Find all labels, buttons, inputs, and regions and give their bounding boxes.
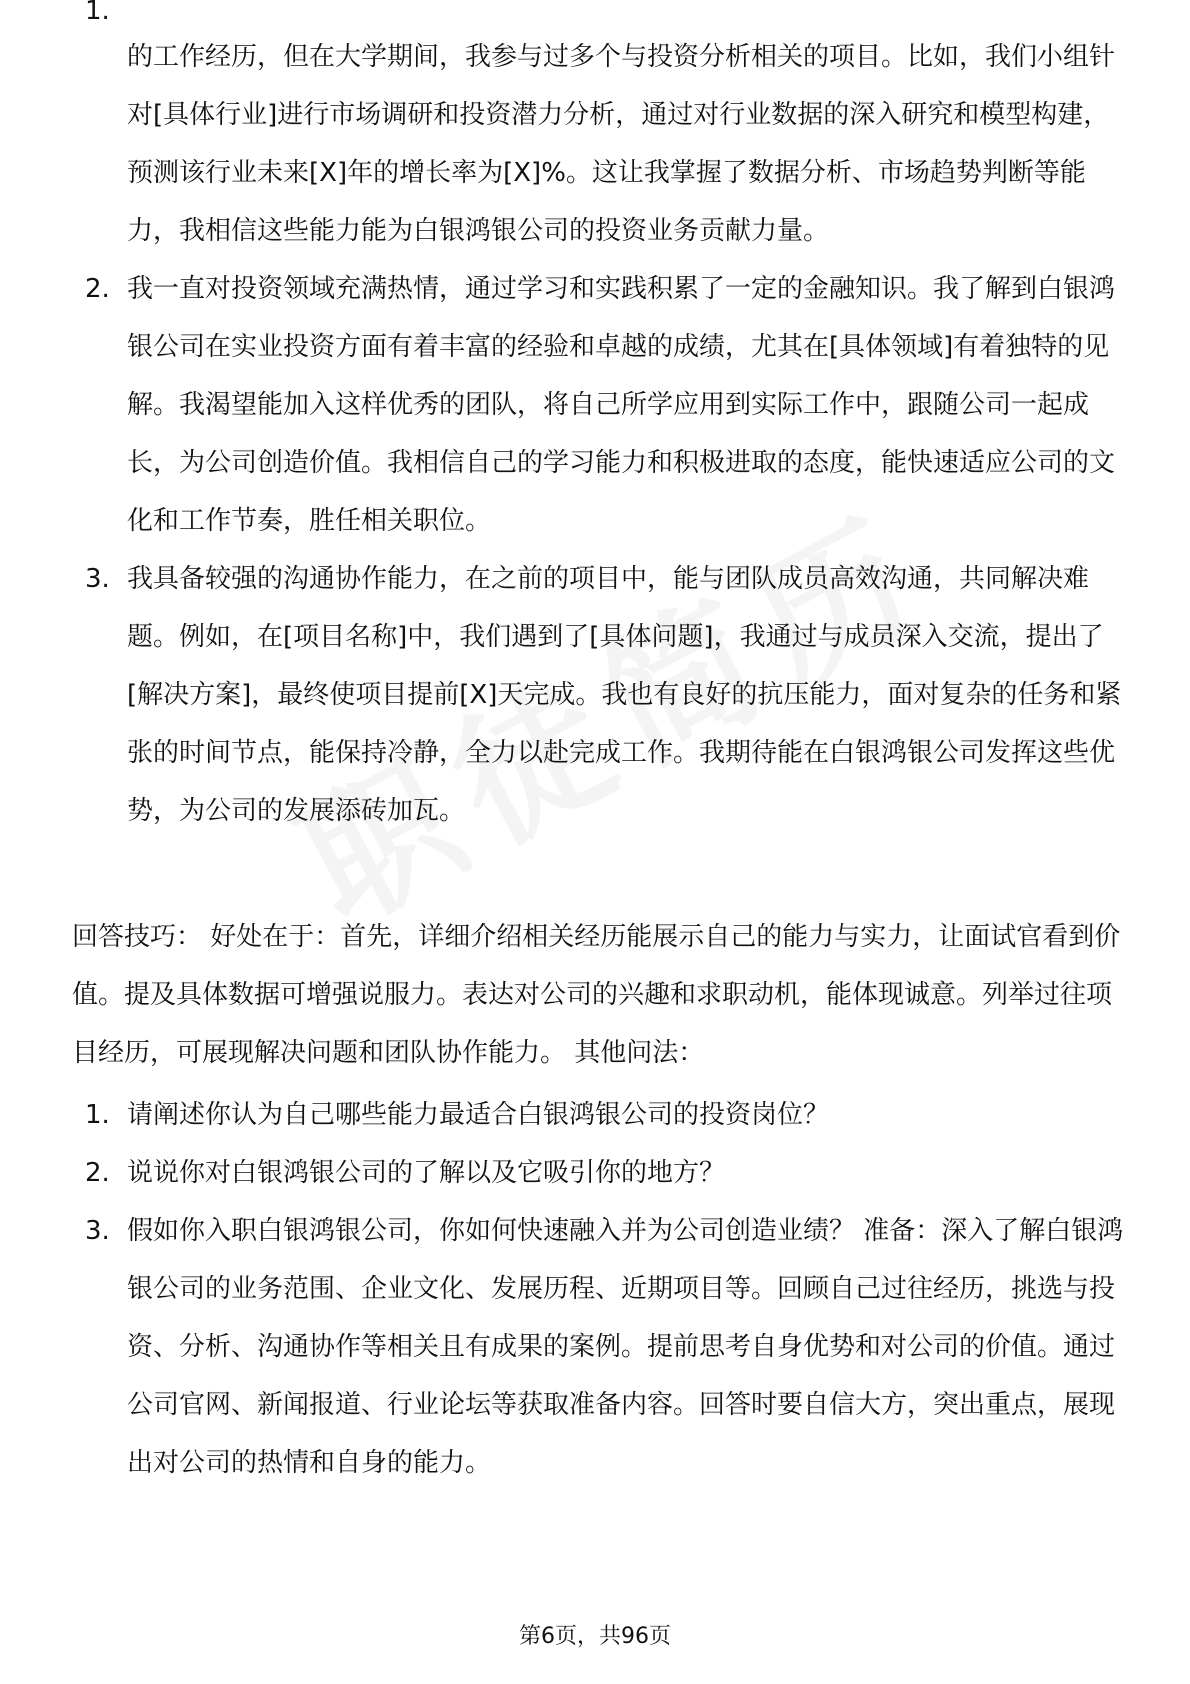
list-item-text: 假如你入职白银鸿银公司，你如何快速融入并为公司创造业绩？ 准备：深入了解白银鸿银公司的业务范围、企业文化、发展历程、近期项目等。回顾自己过往经历，挑选与投资、分析、沟通协作等相关且有成果的案例。提前思考自身优势和对公司的价值。通过公司官网、新闻报道、行业论坛等获取准备内容。回答时要自信大方，突出重点，展现出对公司的热情和自身的能力。 <box>127 1216 1124 1478</box>
list-item-number: 3. <box>85 564 110 594</box>
list-item <box>75 260 1125 550</box>
list-item <box>75 0 1125 260</box>
list-item-text: 我具备较强的沟通协作能力，在之前的项目中，能与团队成员高效沟通，共同解决难题。例如，在[项目名称]中，我们遇到了[具体问题]，我通过与成员深入交流，提出了[解决方案]，最终使项目提前[X]天完成。我也有良好的抗压能力，面对复杂的任务和紧张的时间节点，能保持冷静，全力以赴完成工作。我期待能在白银鸿银公司发挥这些优势，为公司的发展添砖加瓦。 <box>127 564 1122 826</box>
answer-list <box>75 0 1125 840</box>
list-item-number: 1. <box>85 1100 110 1130</box>
list-item-number: 1. <box>85 0 110 26</box>
list-item-number: 3. <box>85 1216 110 1246</box>
tips-paragraph: 回答技巧： 好处在于：首先，详细介绍相关经历能展示自己的能力与实力，让面试官看到价值。提及具体数据可增强说服力。表达对公司的兴趣和求职动机，能体现诚意。列举过往项目经历，可展现解决问题和团队协作能力。 其他问法： <box>72 922 1121 1068</box>
list-item-text: 请阐述你认为自己哪些能力最适合白银鸿银公司的投资岗位？ <box>127 1100 830 1130</box>
page-number: 第6页，共96页 <box>519 1624 671 1649</box>
list-item <box>75 1202 1125 1492</box>
list-item <box>75 1144 1125 1202</box>
list-item-number: 2. <box>85 1158 110 1188</box>
list-item-text: 我一直对投资领域充满热情，通过学习和实践积累了一定的金融知识。我了解到白银鸿银公司在实业投资方面有着丰富的经验和卓越的成绩，尤其在[具体领域]有着独特的见解。我渴望能加入这样优秀的团队，将自己所学应用到实际工作中，跟随公司一起成长，为公司创造价值。我相信自己的学习能力和积极进取的态度，能快速适应公司的文化和工作节奏，胜任相关职位。 <box>127 274 1116 536</box>
list-item-number: 2. <box>85 274 110 304</box>
other-questions-list <box>75 1086 1125 1492</box>
list-item-text: 说说你对白银鸿银公司的了解以及它吸引你的地方？ <box>127 1158 726 1188</box>
list-item-text: 的工作经历，但在大学期间，我参与过多个与投资分析相关的项目。比如，我们小组针对[具体行业]进行市场调研和投资潜力分析，通过对行业数据的深入研究和模型构建，预测该行业未来[X]年的增长率为[X]%。这让我掌握了数据分析、市场趋势判断等能力，我相信这些能力能为白银鸿银公司的投资业务贡献力量。 <box>127 42 1116 246</box>
list-item <box>75 1086 1125 1144</box>
list-item <box>75 550 1125 840</box>
